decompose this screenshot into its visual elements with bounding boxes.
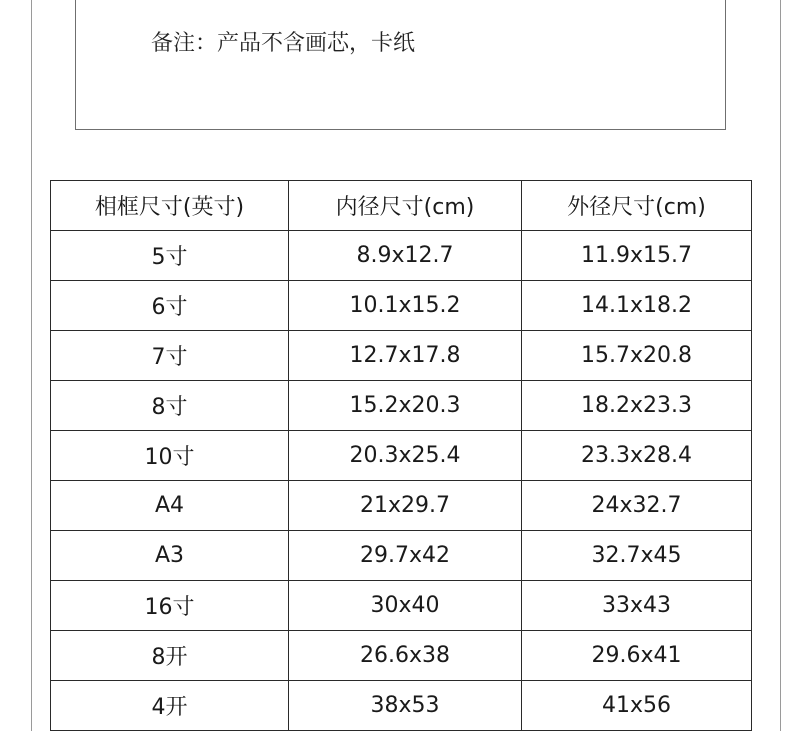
page-border-right (780, 0, 781, 731)
cell-inner-size: 15.2x20.3 (289, 381, 522, 431)
cell-outer-size: 23.3x28.4 (522, 431, 752, 481)
cell-outer-size: 11.9x15.7 (522, 231, 752, 281)
cell-outer-size: 33x43 (522, 581, 752, 631)
table-row (51, 431, 752, 481)
cell-frame-size: 8寸 (51, 381, 289, 431)
cell-outer-size: 29.6x41 (522, 631, 752, 681)
cell-outer-size: 18.2x23.3 (522, 381, 752, 431)
table-header-row (51, 181, 752, 231)
table-row (51, 581, 752, 631)
cell-outer-size: 32.7x45 (522, 531, 752, 581)
table-row (51, 531, 752, 581)
cell-frame-size: A4 (51, 481, 289, 531)
cell-frame-size: 6寸 (51, 281, 289, 331)
header-frame-size: 相框尺寸(英寸) (51, 181, 289, 231)
header-outer-size: 外径尺寸(cm) (522, 181, 752, 231)
cell-frame-size: 5寸 (51, 231, 289, 281)
header-inner-size: 内径尺寸(cm) (289, 181, 522, 231)
info-box (75, 0, 726, 130)
cell-inner-size: 10.1x15.2 (289, 281, 522, 331)
cell-inner-size: 30x40 (289, 581, 522, 631)
cell-frame-size: A3 (51, 531, 289, 581)
table-row (51, 631, 752, 681)
cell-inner-size: 38x53 (289, 681, 522, 731)
cell-outer-size: 24x32.7 (522, 481, 752, 531)
table-row (51, 231, 752, 281)
page-border-left (31, 0, 32, 731)
cell-outer-size: 41x56 (522, 681, 752, 731)
cell-outer-size: 15.7x20.8 (522, 331, 752, 381)
cell-frame-size: 16寸 (51, 581, 289, 631)
cell-inner-size: 26.6x38 (289, 631, 522, 681)
cell-inner-size: 21x29.7 (289, 481, 522, 531)
note-text: 备注：产品不含画芯，卡纸 (151, 31, 416, 56)
table-row (51, 381, 752, 431)
cell-frame-size: 4开 (51, 681, 289, 731)
table-row (51, 681, 752, 731)
table-row (51, 481, 752, 531)
table-row (51, 281, 752, 331)
cell-inner-size: 8.9x12.7 (289, 231, 522, 281)
cell-frame-size: 8开 (51, 631, 289, 681)
cell-outer-size: 14.1x18.2 (522, 281, 752, 331)
table-row (51, 331, 752, 381)
cell-frame-size: 10寸 (51, 431, 289, 481)
cell-inner-size: 12.7x17.8 (289, 331, 522, 381)
frame-size-table (50, 180, 752, 731)
cell-inner-size: 29.7x42 (289, 531, 522, 581)
cell-inner-size: 20.3x25.4 (289, 431, 522, 481)
cell-frame-size: 7寸 (51, 331, 289, 381)
